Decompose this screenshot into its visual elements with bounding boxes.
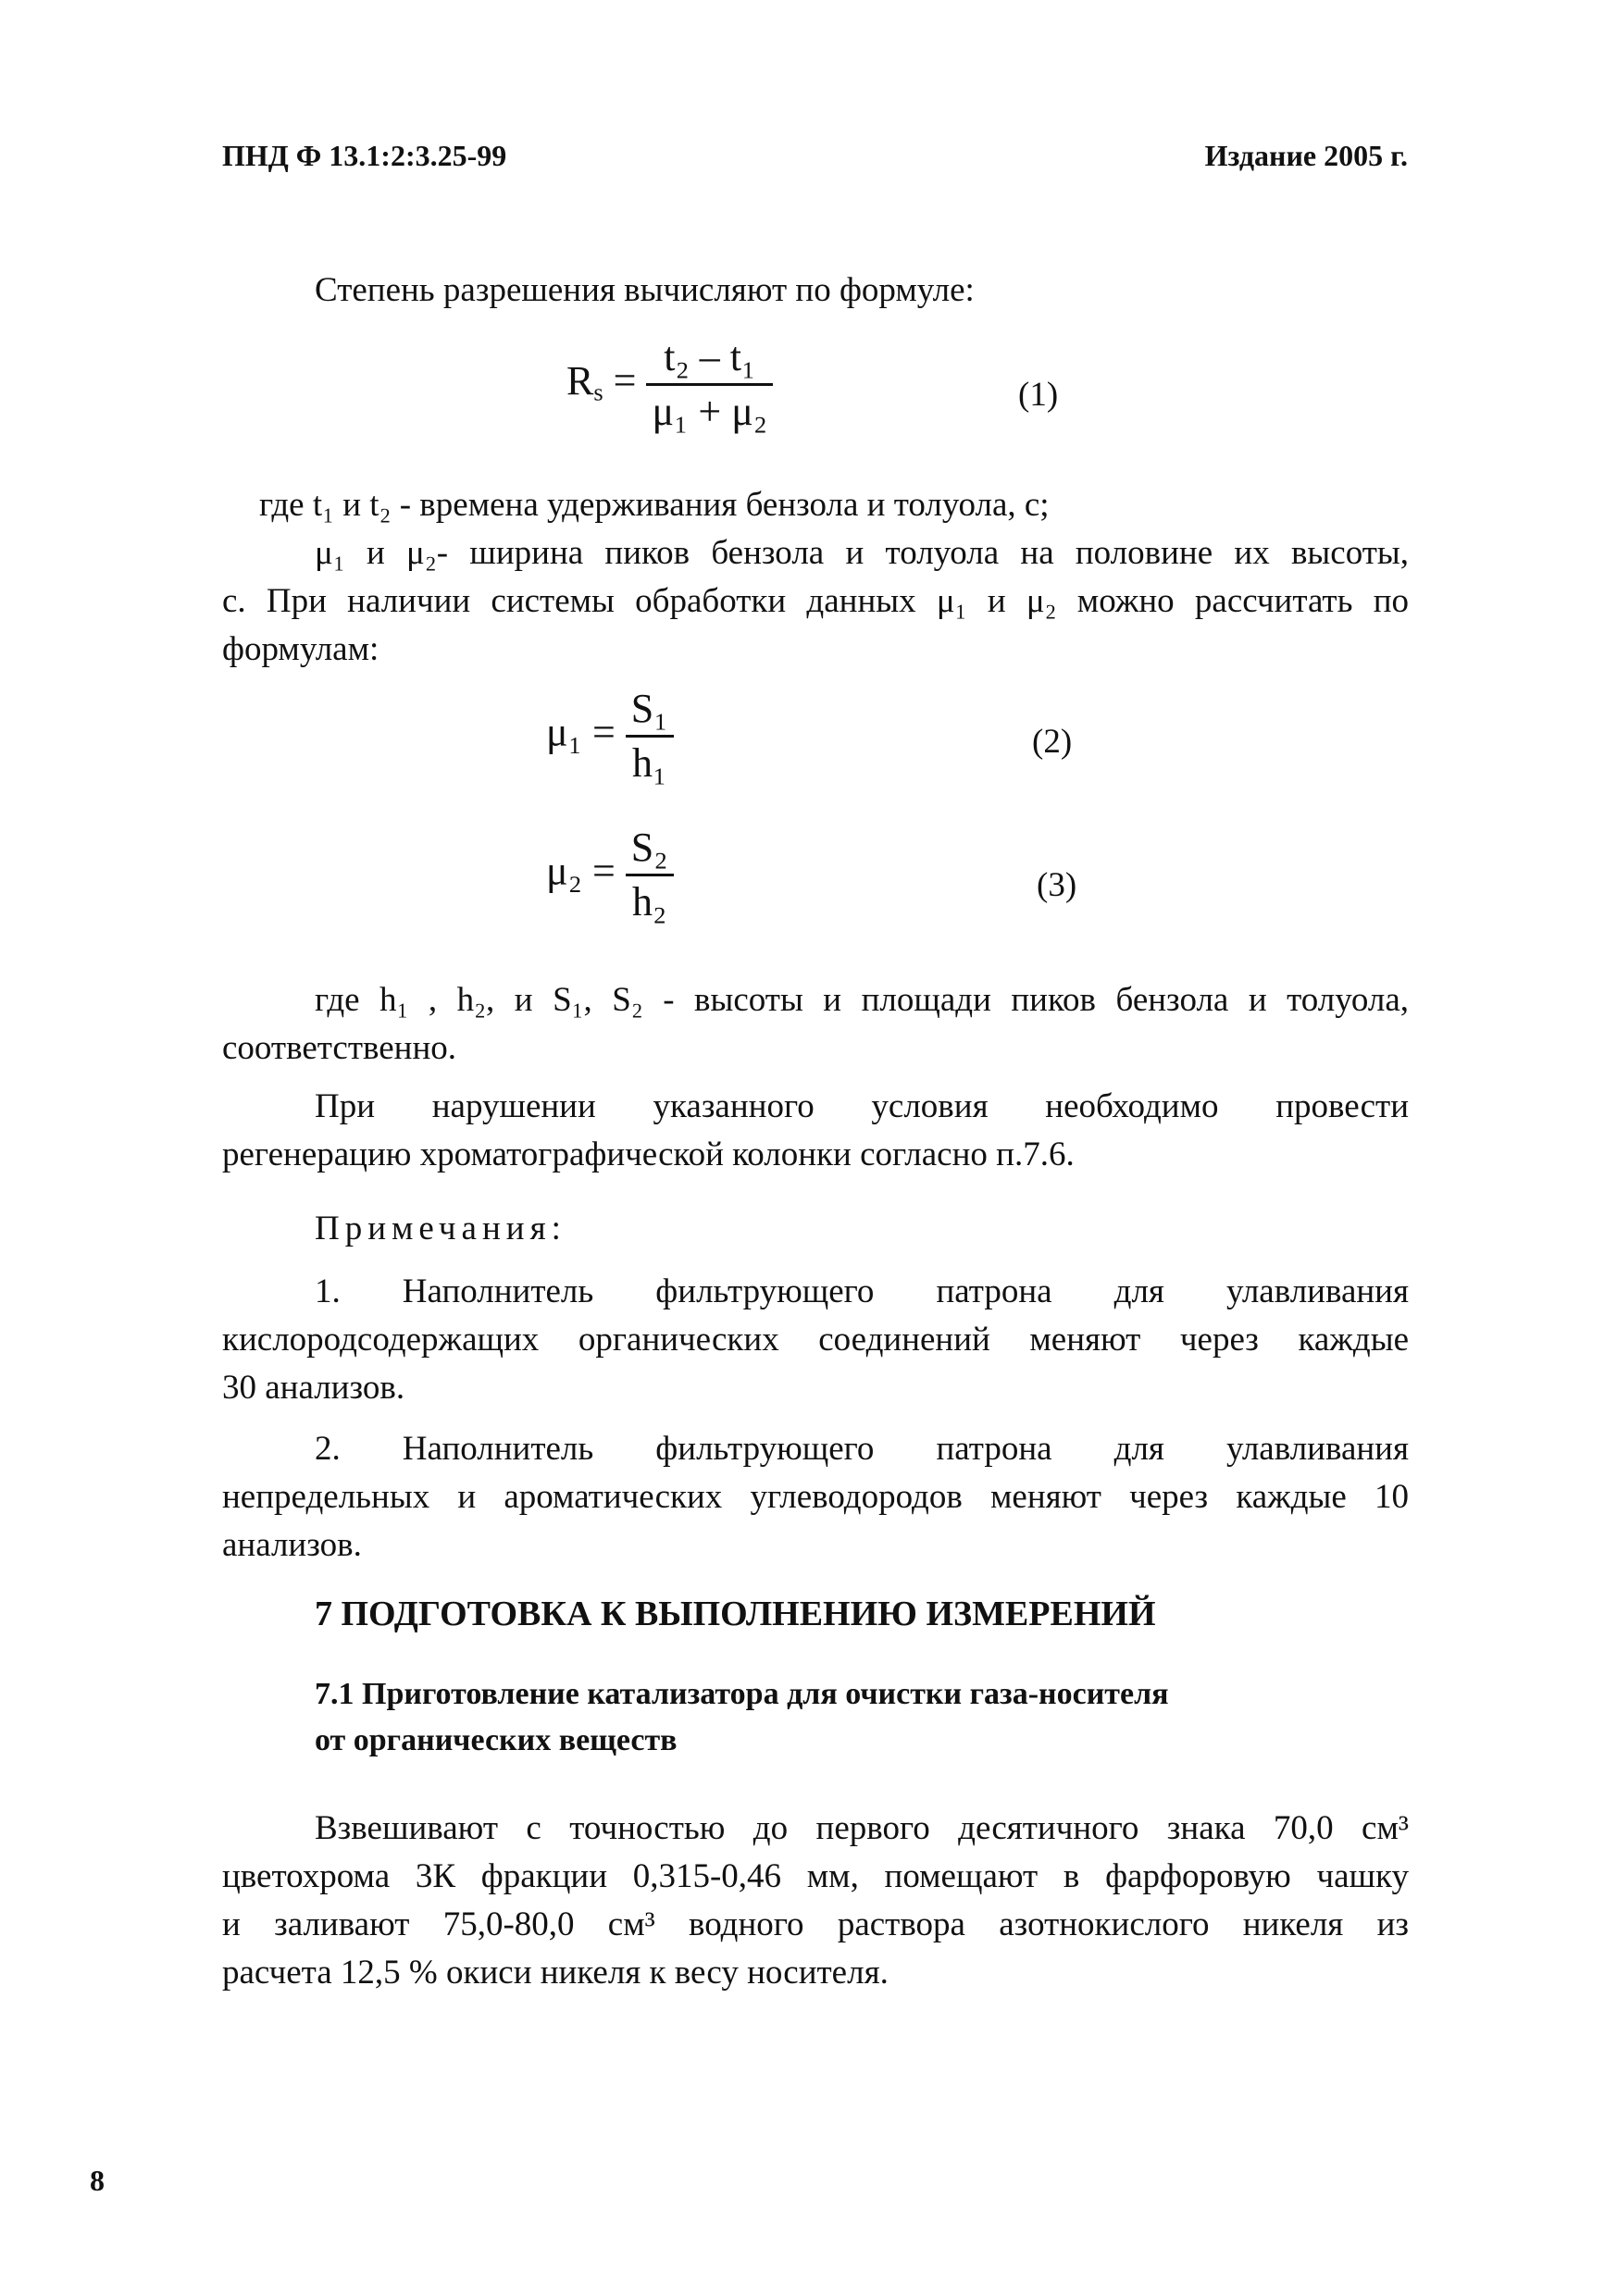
formula-3-lhs: μ₂: [546, 848, 582, 894]
where-line-3: с. При наличии системы обработки данных μ₁ и μ₂ можно рассчитать по: [222, 582, 1409, 620]
formula-1-lhs: $R_s$: [566, 357, 603, 406]
formula-3-eq: =: [591, 848, 616, 894]
note-2-line-3: анализов.: [222, 1526, 362, 1564]
formula-3: [546, 822, 674, 928]
note-1-line-1: 1. Наполнитель фильтрующего патрона для улавливания: [315, 1272, 1409, 1310]
formula-1-number: (1): [1018, 376, 1059, 414]
intro-text: Степень разрешения вычисляют по формуле:: [315, 271, 975, 309]
para-7-1-line-2: цветохрома 3К фракции 0,315-0,46 мм, помещают в фарфоровую чашку: [222, 1857, 1409, 1895]
formula-2-number: (2): [1032, 723, 1073, 761]
where-line-4: формулам:: [222, 630, 379, 668]
formula-3-numerator: S₂: [626, 822, 674, 876]
formula-1-eq: =: [613, 357, 637, 403]
para-7-1-line-1: Взвешивают с точностью до первого десятичного знака 70,0 см³: [315, 1809, 1409, 1847]
where2-line-1: где h₁ , h₂, и S₁, S₂ - высоты и площади пиков бензола и толуола,: [315, 981, 1409, 1019]
para-7-1-line-3: и заливают 75,0-80,0 см³ водного раствора азотнокислого никеля из: [222, 1905, 1409, 1943]
violation-line-2: регенерацию хроматографической колонки согласно п.7.6.: [222, 1136, 1075, 1173]
formula-1-fraction: [646, 331, 773, 438]
violation-line-1: При нарушении указанного условия необходимо провести: [315, 1087, 1409, 1125]
where-line-1: где t₁ и t₂ - времена удерживания бензола и толуола, с;: [259, 486, 1050, 524]
formula-2-denominator: h₁: [632, 740, 667, 786]
formula-1-numerator: t₂ – t₁: [646, 331, 773, 386]
where2-line-2: соответственно.: [222, 1029, 457, 1067]
section-7-1-title-line-2: от органических веществ: [315, 1723, 678, 1757]
formula-2: [546, 683, 674, 789]
formula-2-numerator: S₁: [626, 683, 674, 738]
formula-3-number: (3): [1037, 866, 1077, 904]
formula-2-fraction: [626, 683, 674, 789]
note-2-line-1: 2. Наполнитель фильтрующего патрона для улавливания: [315, 1430, 1409, 1468]
formula-1: [566, 331, 773, 438]
formula-1-denominator: μ₁ + μ₂: [652, 389, 768, 434]
section-7-1-title-line-1: 7.1 Приготовление катализатора для очистки газа-носителя: [315, 1677, 1169, 1711]
para-7-1-line-4: расчета 12,5 % окиси никеля к весу носителя.: [222, 1954, 889, 1992]
formula-3-denominator: h₂: [632, 879, 667, 925]
where-line-2: μ₁ и μ₂- ширина пиков бензола и толуола на половине их высоты,: [315, 534, 1409, 572]
formula-2-eq: =: [591, 709, 616, 755]
note-1-line-2: кислородсодержащих органических соединений меняют через каждые: [222, 1321, 1409, 1359]
page-number: 8: [90, 2164, 105, 2197]
edition-label: Издание 2005 г.: [1204, 139, 1408, 172]
note-1-line-3: 30 анализов.: [222, 1369, 405, 1407]
notes-title: Примечания:: [315, 1210, 566, 1247]
section-7-title: 7 ПОДГОТОВКА К ВЫПОЛНЕНИЮ ИЗМЕРЕНИЙ: [315, 1595, 1156, 1633]
note-2-line-2: непредельных и ароматических углеводородов меняют через каждые 10: [222, 1478, 1409, 1516]
document-code: ПНД Ф 13.1:2:3.25-99: [222, 139, 507, 172]
formula-3-fraction: [626, 822, 674, 928]
formula-2-lhs: μ₁: [546, 709, 582, 755]
